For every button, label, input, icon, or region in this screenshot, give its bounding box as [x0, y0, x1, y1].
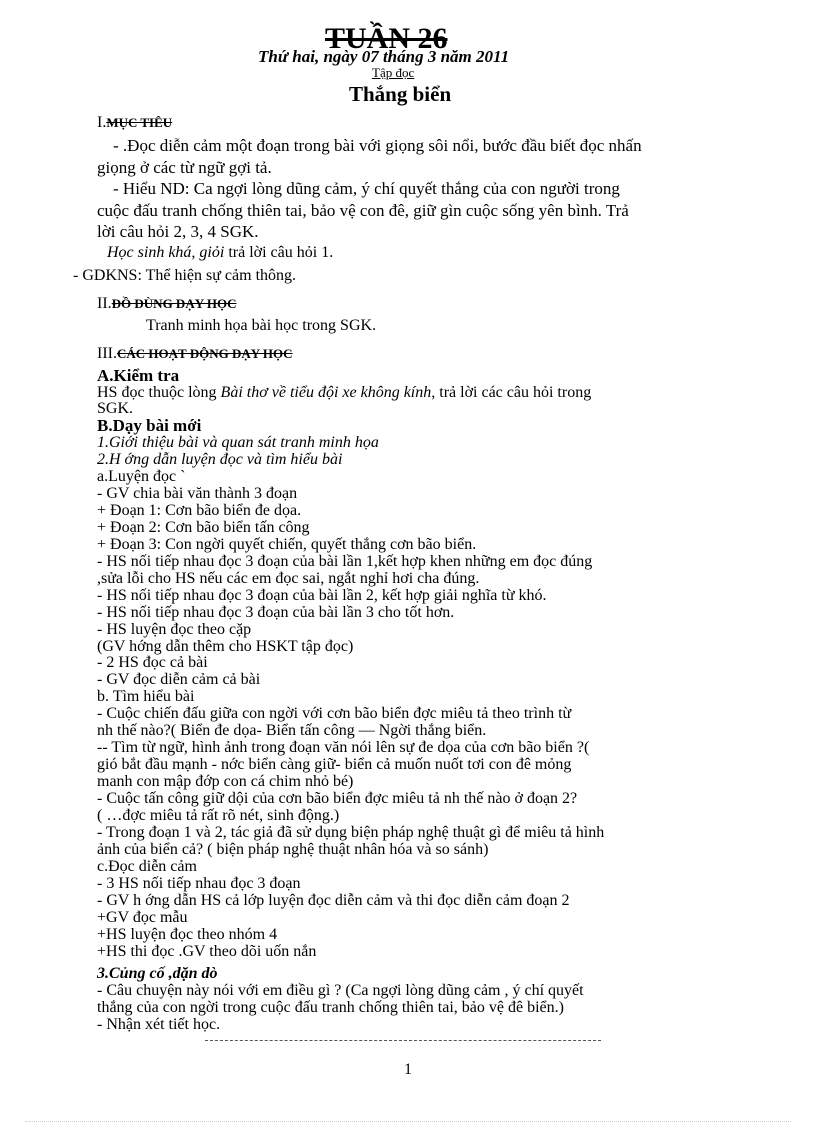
activity-line: +GV đọc mẫu: [97, 908, 188, 926]
activity-line: b. Tìm hiểu bài: [97, 688, 195, 706]
part-a-line-1: [97, 385, 591, 401]
closing-line-2: thắng của con ngời trong cuộc đấu tranh chống thiên tai, bảo vệ đê biển.): [97, 999, 564, 1016]
activity-line: a.Luyện đọc `: [97, 468, 186, 485]
hs-gifted-label: Học sinh khá, giỏi: [107, 244, 225, 261]
section1-title: MỤC TIÊU: [106, 115, 173, 130]
page-number: 1: [404, 1061, 412, 1078]
closing-line-3: - Nhận xét tiết học.: [97, 1016, 221, 1033]
objective-line-1: - .Đọc diễn cảm một đoạn trong bài với giọng sôi nổi, bước đầu biết đọc nhấn: [113, 136, 642, 155]
date-line: Thứ hai, ngày 07 tháng 3 năm 2011: [258, 47, 510, 66]
activity-line: - Trong đoạn 1 và 2, tác giả đã sử dụng biện pháp nghệ thuật gì để miêu tả hình: [97, 823, 605, 841]
activity-line: - HS nối tiếp nhau đọc 3 đoạn của bài lần 1,kết hợp khen những em đọc đúng: [97, 552, 593, 570]
week-title: TUẦN 26: [325, 22, 448, 55]
activity-line: - HS nối tiếp nhau đọc 3 đoạn của bài lần 2, kết hợp giải nghĩa từ khó.: [97, 586, 547, 604]
activity-line: ,sửa lỗi cho HS nếu các em đọc sai, ngắt nghỉ hơi cha đúng.: [97, 569, 480, 587]
part-c-title: 3.Củng cố ,dặn dò: [97, 965, 218, 982]
activity-line: -- Tìm từ ngữ, hình ảnh trong đoạn văn nói lên sự đe dọa của cơn bão biển ?(: [97, 739, 590, 757]
activity-line: - Cuộc tấn công giữ dội của cơn bão biển đợc miêu tả nh thế nào ở đoạn 2?: [97, 790, 578, 808]
objective-line-3: - Hiểu ND: Ca ngợi lòng dũng cảm, ý chí quyết thắng của con người trong: [113, 179, 620, 198]
activity-line: - Cuộc chiến đấu giữa con ngời với cơn bão biển đợc miêu tả theo trình từ: [97, 705, 572, 723]
activity-line: - HS nối tiếp nhau đọc 3 đoạn của bài lần 3 cho tốt hơn.: [97, 603, 455, 621]
part-b-title: B.Dạy bài mới: [97, 416, 202, 435]
activity-line: - GV chia bài văn thành 3 đoạn: [97, 484, 298, 502]
activity-line: gió bắt đầu mạnh - nớc biển càng giữ- biển cả muốn nuốt tơi con đê mỏng: [97, 756, 572, 774]
section2-roman: II.: [97, 295, 112, 312]
page-edge-dots: [25, 1121, 791, 1122]
activity-line: + Đoạn 2: Cơn bão biển tấn công: [97, 518, 310, 536]
part-b-step-2: 2.H ớng dẫn luyện đọc và tìm hiểu bài: [97, 451, 343, 468]
activity-line: + Đoạn 1: Cơn bão biển đe dọa.: [97, 501, 302, 519]
activity-line: nh thế nào?( Biển đe dọa- Biển tấn công — Ngời thắng biển.: [97, 722, 487, 740]
activity-line: +HS luyện đọc theo nhóm 4: [97, 925, 278, 943]
lesson-title: Thắng biển: [349, 82, 452, 106]
activity-line: ( …đợc miêu tả rất rõ nét, sinh động.): [97, 807, 340, 824]
section3-title: CÁC HOẠT ĐỘNG DẠY HỌC: [116, 346, 293, 361]
hs-gifted-text: trả lời câu hỏi 1.: [228, 244, 334, 261]
objective-line-5: lời câu hỏi 2, 3, 4 SGK.: [97, 222, 259, 241]
activity-line: +HS thi đọc .GV theo dõi uốn nắn: [97, 942, 317, 960]
activity-line: ảnh của biển cả? ( biện pháp nghệ thuật nhân hóa và so sánh): [97, 840, 489, 858]
separator-line: [205, 1040, 601, 1041]
hs-gifted-line: [107, 245, 333, 261]
activity-line: - GV đọc diễn cảm cả bài: [97, 671, 261, 689]
part-a-post: , trả lời các câu hỏi trong: [431, 384, 592, 401]
section1-roman: I.: [97, 114, 107, 131]
part-a-pre: HS đọc thuộc lòng: [97, 384, 221, 401]
materials-line: Tranh minh họa bài học trong SGK.: [146, 317, 377, 334]
activity-line: - 2 HS đọc cả bài: [97, 654, 208, 672]
objective-line-2: giọng ở các từ ngữ gợi tả.: [97, 158, 272, 177]
part-b-step-1: 1.Giới thiệu bài và quan sát tranh minh họa: [97, 434, 379, 451]
section2-heading: [97, 296, 236, 312]
part-a-line-2: SGK.: [97, 400, 134, 417]
gdkns-line: - GDKNS: Thể hiện sự cảm thông.: [73, 267, 297, 284]
activity-line: - HS luyện đọc theo cặp: [97, 620, 252, 638]
activity-line: + Đoạn 3: Con ngời quyết chiến, quyết thắng cơn bão biển.: [97, 535, 477, 553]
section2-title: ĐỒ DÙNG DẠY HỌC: [111, 296, 237, 311]
activity-line: c.Đọc diễn cảm: [97, 857, 197, 875]
activity-line: - 3 HS nối tiếp nhau đọc 3 đoạn: [97, 874, 301, 892]
subject-label: Tập đọc: [372, 65, 415, 80]
activity-line: - GV h ớng dẫn HS cả lớp luyện đọc diễn cảm và thi đọc diễn cảm đoạn 2: [97, 891, 570, 909]
part-a-poem: Bài thơ về tiểu đội xe không kính: [220, 384, 432, 401]
activity-line: manh con mập đớp con cá chim nhỏ bé): [97, 773, 354, 791]
section3-heading: [97, 346, 293, 362]
objective-line-4: cuộc đấu tranh chống thiên tai, bảo vệ con đê, giữ gìn cuộc sống yên bình. Trả: [97, 201, 629, 220]
section3-roman: III.: [97, 345, 117, 362]
activity-line: (GV hớng dẫn thêm cho HSKT tập đọc): [97, 637, 354, 655]
closing-line-1: - Câu chuyện này nói với em điều gì ? (Ca ngợi lòng dũng cảm , ý chí quyết: [97, 982, 584, 999]
section1-heading: [97, 115, 172, 131]
part-a-title: A.Kiểm tra: [97, 366, 180, 385]
